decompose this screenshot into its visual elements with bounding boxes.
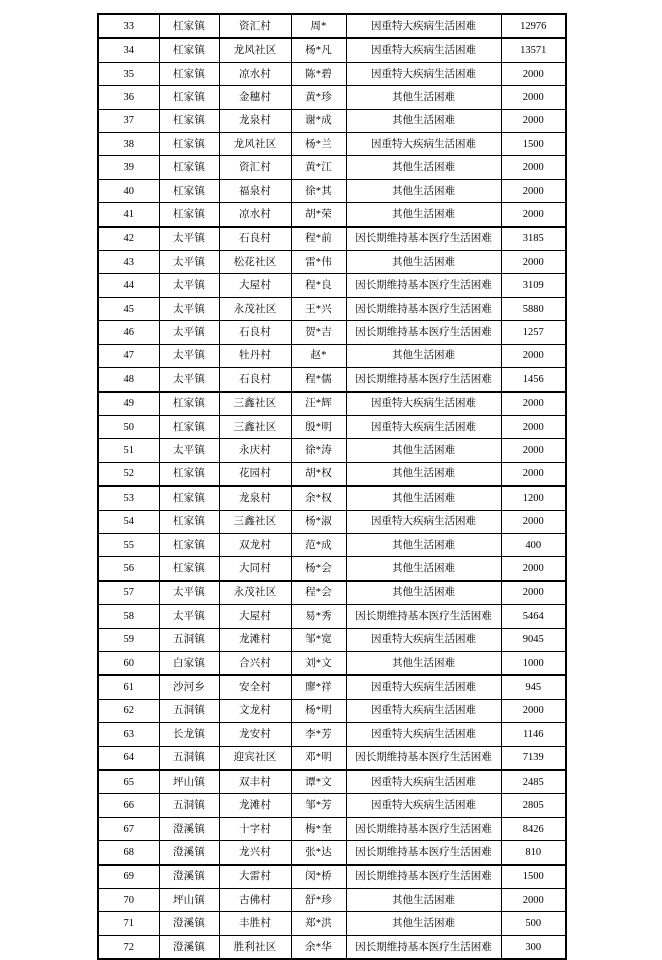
cell-village[interactable]: 龙兴村	[219, 841, 291, 865]
cell-sequence[interactable]: 52	[98, 462, 159, 486]
cell-amount[interactable]: 2000	[501, 251, 566, 274]
cell-amount[interactable]: 1146	[501, 723, 566, 746]
cell-sequence[interactable]: 51	[98, 439, 159, 462]
cell-village[interactable]: 大雷村	[219, 865, 291, 889]
cell-town[interactable]: 杠家镇	[159, 203, 219, 227]
cell-sequence[interactable]: 40	[98, 179, 159, 202]
cell-town[interactable]: 杠家镇	[159, 486, 219, 510]
table-row[interactable]	[98, 227, 566, 251]
cell-name[interactable]: 杨*兰	[291, 133, 346, 156]
cell-town[interactable]: 坪山镇	[159, 770, 219, 794]
table-row[interactable]	[98, 889, 566, 912]
cell-amount[interactable]: 12976	[501, 14, 566, 38]
cell-amount[interactable]: 945	[501, 675, 566, 699]
cell-name[interactable]: 杨*凡	[291, 38, 346, 62]
cell-reason[interactable]: 其他生活困难	[346, 651, 501, 675]
cell-village[interactable]: 十字村	[219, 817, 291, 840]
cell-reason[interactable]: 因重特大疾病生活困难	[346, 38, 501, 62]
cell-town[interactable]: 太平镇	[159, 368, 219, 392]
cell-reason[interactable]: 因重特大疾病生活困难	[346, 723, 501, 746]
cell-reason[interactable]: 因长期维持基本医疗生活困难	[346, 605, 501, 628]
cell-town[interactable]: 五洞镇	[159, 794, 219, 817]
cell-village[interactable]: 资汇村	[219, 14, 291, 38]
cell-amount[interactable]: 2000	[501, 156, 566, 179]
cell-reason[interactable]: 因长期维持基本医疗生活困难	[346, 297, 501, 320]
cell-amount[interactable]: 13571	[501, 38, 566, 62]
cell-sequence[interactable]: 63	[98, 723, 159, 746]
table-row[interactable]	[98, 38, 566, 62]
cell-town[interactable]: 五洞镇	[159, 699, 219, 722]
cell-town[interactable]: 杠家镇	[159, 156, 219, 179]
cell-town[interactable]: 太平镇	[159, 274, 219, 297]
table-row[interactable]	[98, 62, 566, 85]
recipient-table	[97, 13, 567, 960]
cell-amount[interactable]: 2000	[501, 344, 566, 367]
cell-town[interactable]: 太平镇	[159, 251, 219, 274]
cell-reason[interactable]: 因重特大疾病生活困难	[346, 510, 501, 533]
cell-amount[interactable]: 2000	[501, 889, 566, 912]
cell-village[interactable]: 资汇村	[219, 156, 291, 179]
cell-village[interactable]: 石良村	[219, 227, 291, 251]
cell-name[interactable]: 胡*荣	[291, 203, 346, 227]
cell-town[interactable]: 太平镇	[159, 581, 219, 605]
cell-name[interactable]: 谢*成	[291, 109, 346, 132]
cell-amount[interactable]: 1456	[501, 368, 566, 392]
cell-sequence[interactable]: 33	[98, 14, 159, 38]
cell-town[interactable]: 太平镇	[159, 321, 219, 344]
cell-reason[interactable]: 其他生活困难	[346, 86, 501, 109]
cell-reason[interactable]: 其他生活困难	[346, 344, 501, 367]
cell-amount[interactable]: 1200	[501, 486, 566, 510]
cell-town[interactable]: 澄溪镇	[159, 817, 219, 840]
cell-amount[interactable]: 2000	[501, 179, 566, 202]
table-row[interactable]	[98, 415, 566, 438]
cell-town[interactable]: 太平镇	[159, 439, 219, 462]
cell-name[interactable]: 陈*碧	[291, 62, 346, 85]
table-row[interactable]	[98, 865, 566, 889]
table-row[interactable]	[98, 462, 566, 486]
cell-town[interactable]: 五洞镇	[159, 746, 219, 770]
table-row[interactable]	[98, 156, 566, 179]
cell-sequence[interactable]: 71	[98, 912, 159, 935]
cell-amount[interactable]: 2000	[501, 462, 566, 486]
cell-town[interactable]: 杠家镇	[159, 109, 219, 132]
cell-reason[interactable]: 因长期维持基本医疗生活困难	[346, 746, 501, 770]
cell-reason[interactable]: 因重特大疾病生活困难	[346, 392, 501, 416]
cell-name[interactable]: 黄*珍	[291, 86, 346, 109]
table-row[interactable]	[98, 251, 566, 274]
cell-village[interactable]: 迎宾社区	[219, 746, 291, 770]
cell-name[interactable]: 谭*文	[291, 770, 346, 794]
cell-reason[interactable]: 其他生活困难	[346, 109, 501, 132]
table-row[interactable]	[98, 439, 566, 462]
cell-reason[interactable]: 因长期维持基本医疗生活困难	[346, 865, 501, 889]
cell-reason[interactable]: 因长期维持基本医疗生活困难	[346, 935, 501, 959]
cell-name[interactable]: 杨*会	[291, 557, 346, 581]
cell-sequence[interactable]: 38	[98, 133, 159, 156]
cell-amount[interactable]: 810	[501, 841, 566, 865]
cell-name[interactable]: 程*儒	[291, 368, 346, 392]
cell-name[interactable]: 程*会	[291, 581, 346, 605]
cell-sequence[interactable]: 56	[98, 557, 159, 581]
spreadsheet-sheet	[97, 13, 565, 960]
table-row[interactable]	[98, 133, 566, 156]
table-row[interactable]	[98, 817, 566, 840]
table-row[interactable]	[98, 723, 566, 746]
cell-town[interactable]: 杠家镇	[159, 510, 219, 533]
table-row[interactable]	[98, 770, 566, 794]
cell-name[interactable]: 雷*伟	[291, 251, 346, 274]
cell-name[interactable]: 刘*文	[291, 651, 346, 675]
cell-reason[interactable]: 因重特大疾病生活困难	[346, 699, 501, 722]
table-row[interactable]	[98, 344, 566, 367]
table-row[interactable]	[98, 581, 566, 605]
cell-name[interactable]: 徐*涛	[291, 439, 346, 462]
cell-sequence[interactable]: 66	[98, 794, 159, 817]
table-row[interactable]	[98, 699, 566, 722]
cell-name[interactable]: 殷*明	[291, 415, 346, 438]
cell-reason[interactable]: 因长期维持基本医疗生活困难	[346, 368, 501, 392]
cell-name[interactable]: 舒*珍	[291, 889, 346, 912]
cell-name[interactable]: 赵*	[291, 344, 346, 367]
cell-village[interactable]: 大同村	[219, 557, 291, 581]
cell-town[interactable]: 太平镇	[159, 605, 219, 628]
cell-name[interactable]: 易*秀	[291, 605, 346, 628]
cell-amount[interactable]: 1500	[501, 133, 566, 156]
cell-village[interactable]: 福泉村	[219, 179, 291, 202]
cell-amount[interactable]: 5880	[501, 297, 566, 320]
cell-village[interactable]: 石良村	[219, 368, 291, 392]
cell-village[interactable]: 龙安村	[219, 723, 291, 746]
cell-sequence[interactable]: 69	[98, 865, 159, 889]
cell-town[interactable]: 太平镇	[159, 297, 219, 320]
cell-town[interactable]: 五洞镇	[159, 628, 219, 651]
cell-reason[interactable]: 其他生活困难	[346, 889, 501, 912]
table-row[interactable]	[98, 510, 566, 533]
cell-village[interactable]: 龙泉村	[219, 486, 291, 510]
cell-town[interactable]: 杠家镇	[159, 557, 219, 581]
cell-amount[interactable]: 2000	[501, 392, 566, 416]
cell-reason[interactable]: 其他生活困难	[346, 533, 501, 556]
cell-town[interactable]: 长龙镇	[159, 723, 219, 746]
cell-amount[interactable]: 1500	[501, 865, 566, 889]
cell-amount[interactable]: 2000	[501, 203, 566, 227]
cell-sequence[interactable]: 65	[98, 770, 159, 794]
cell-reason[interactable]: 其他生活困难	[346, 439, 501, 462]
cell-name[interactable]: 贺*吉	[291, 321, 346, 344]
cell-reason[interactable]: 其他生活困难	[346, 179, 501, 202]
cell-village[interactable]: 双龙村	[219, 533, 291, 556]
cell-sequence[interactable]: 35	[98, 62, 159, 85]
table-row[interactable]	[98, 746, 566, 770]
cell-name[interactable]: 汪*辉	[291, 392, 346, 416]
cell-reason[interactable]: 其他生活困难	[346, 462, 501, 486]
cell-town[interactable]: 杠家镇	[159, 179, 219, 202]
cell-reason[interactable]: 因重特大疾病生活困难	[346, 415, 501, 438]
cell-village[interactable]: 大屋村	[219, 605, 291, 628]
table-row[interactable]	[98, 321, 566, 344]
cell-amount[interactable]: 2000	[501, 581, 566, 605]
cell-name[interactable]: 邓*明	[291, 746, 346, 770]
table-row[interactable]	[98, 203, 566, 227]
cell-sequence[interactable]: 43	[98, 251, 159, 274]
cell-sequence[interactable]: 61	[98, 675, 159, 699]
table-row[interactable]	[98, 557, 566, 581]
cell-town[interactable]: 杠家镇	[159, 86, 219, 109]
cell-reason[interactable]: 其他生活困难	[346, 581, 501, 605]
cell-amount[interactable]: 2000	[501, 415, 566, 438]
cell-name[interactable]: 余*华	[291, 935, 346, 959]
cell-sequence[interactable]: 54	[98, 510, 159, 533]
cell-village[interactable]: 安全村	[219, 675, 291, 699]
cell-town[interactable]: 澄溪镇	[159, 935, 219, 959]
cell-sequence[interactable]: 45	[98, 297, 159, 320]
cell-town[interactable]: 杠家镇	[159, 14, 219, 38]
table-row[interactable]	[98, 675, 566, 699]
cell-reason[interactable]: 因重特大疾病生活困难	[346, 794, 501, 817]
cell-sequence[interactable]: 59	[98, 628, 159, 651]
cell-amount[interactable]: 1000	[501, 651, 566, 675]
cell-sequence[interactable]: 57	[98, 581, 159, 605]
cell-name[interactable]: 梅*奎	[291, 817, 346, 840]
cell-name[interactable]: 程*前	[291, 227, 346, 251]
cell-amount[interactable]: 2000	[501, 557, 566, 581]
cell-reason[interactable]: 因长期维持基本医疗生活困难	[346, 227, 501, 251]
cell-name[interactable]: 胡*权	[291, 462, 346, 486]
table-row[interactable]	[98, 533, 566, 556]
cell-reason[interactable]: 其他生活困难	[346, 156, 501, 179]
cell-sequence[interactable]: 44	[98, 274, 159, 297]
cell-village[interactable]: 龙滩村	[219, 628, 291, 651]
cell-amount[interactable]: 2805	[501, 794, 566, 817]
cell-sequence[interactable]: 36	[98, 86, 159, 109]
cell-amount[interactable]: 2000	[501, 86, 566, 109]
cell-amount[interactable]: 8426	[501, 817, 566, 840]
cell-village[interactable]: 古佛村	[219, 889, 291, 912]
cell-reason[interactable]: 因重特大疾病生活困难	[346, 675, 501, 699]
cell-village[interactable]: 永茂社区	[219, 581, 291, 605]
table-row[interactable]	[98, 486, 566, 510]
cell-village[interactable]: 龙滩村	[219, 794, 291, 817]
cell-amount[interactable]: 1257	[501, 321, 566, 344]
cell-village[interactable]: 龙泉村	[219, 109, 291, 132]
cell-name[interactable]: 邹*芳	[291, 794, 346, 817]
cell-town[interactable]: 澄溪镇	[159, 865, 219, 889]
cell-town[interactable]: 杠家镇	[159, 462, 219, 486]
cell-village[interactable]: 大屋村	[219, 274, 291, 297]
cell-amount[interactable]: 3109	[501, 274, 566, 297]
table-row[interactable]	[98, 109, 566, 132]
cell-name[interactable]: 周*	[291, 14, 346, 38]
cell-village[interactable]: 三鑫社区	[219, 392, 291, 416]
cell-village[interactable]: 丰胜村	[219, 912, 291, 935]
cell-sequence[interactable]: 46	[98, 321, 159, 344]
table-row[interactable]	[98, 86, 566, 109]
cell-name[interactable]: 徐*其	[291, 179, 346, 202]
cell-village[interactable]: 合兴村	[219, 651, 291, 675]
table-row[interactable]	[98, 935, 566, 959]
cell-reason[interactable]: 其他生活困难	[346, 557, 501, 581]
cell-town[interactable]: 澄溪镇	[159, 841, 219, 865]
cell-village[interactable]: 文龙村	[219, 699, 291, 722]
cell-sequence[interactable]: 58	[98, 605, 159, 628]
cell-amount[interactable]: 400	[501, 533, 566, 556]
cell-reason[interactable]: 其他生活困难	[346, 486, 501, 510]
table-row[interactable]	[98, 628, 566, 651]
cell-sequence[interactable]: 42	[98, 227, 159, 251]
cell-village[interactable]: 永庆村	[219, 439, 291, 462]
table-row[interactable]	[98, 794, 566, 817]
cell-village[interactable]: 三鑫社区	[219, 415, 291, 438]
cell-village[interactable]: 龙风社区	[219, 38, 291, 62]
cell-reason[interactable]: 其他生活困难	[346, 251, 501, 274]
cell-name[interactable]: 张*达	[291, 841, 346, 865]
cell-town[interactable]: 杠家镇	[159, 533, 219, 556]
cell-amount[interactable]: 3185	[501, 227, 566, 251]
cell-name[interactable]: 杨*淑	[291, 510, 346, 533]
cell-village[interactable]: 三鑫社区	[219, 510, 291, 533]
cell-village[interactable]: 花园村	[219, 462, 291, 486]
cell-amount[interactable]: 2000	[501, 699, 566, 722]
cell-amount[interactable]: 2000	[501, 62, 566, 85]
table-row[interactable]	[98, 179, 566, 202]
cell-town[interactable]: 太平镇	[159, 227, 219, 251]
cell-reason[interactable]: 因重特大疾病生活困难	[346, 628, 501, 651]
cell-amount[interactable]: 2000	[501, 439, 566, 462]
table-row[interactable]	[98, 841, 566, 865]
cell-reason[interactable]: 因长期维持基本医疗生活困难	[346, 841, 501, 865]
cell-name[interactable]: 廖*祥	[291, 675, 346, 699]
cell-sequence[interactable]: 68	[98, 841, 159, 865]
cell-amount[interactable]: 2000	[501, 510, 566, 533]
cell-sequence[interactable]: 55	[98, 533, 159, 556]
cell-amount[interactable]: 5464	[501, 605, 566, 628]
cell-sequence[interactable]: 62	[98, 699, 159, 722]
cell-town[interactable]: 杠家镇	[159, 38, 219, 62]
cell-name[interactable]: 郑*洪	[291, 912, 346, 935]
cell-amount[interactable]: 2485	[501, 770, 566, 794]
cell-reason[interactable]: 因重特大疾病生活困难	[346, 62, 501, 85]
table-row[interactable]	[98, 912, 566, 935]
cell-sequence[interactable]: 37	[98, 109, 159, 132]
cell-amount[interactable]: 7139	[501, 746, 566, 770]
cell-reason[interactable]: 因长期维持基本医疗生活困难	[346, 321, 501, 344]
cell-reason[interactable]: 因长期维持基本医疗生活困难	[346, 817, 501, 840]
cell-village[interactable]: 石良村	[219, 321, 291, 344]
cell-amount[interactable]: 300	[501, 935, 566, 959]
cell-amount[interactable]: 2000	[501, 109, 566, 132]
cell-reason[interactable]: 因长期维持基本医疗生活困难	[346, 274, 501, 297]
cell-sequence[interactable]: 39	[98, 156, 159, 179]
cell-sequence[interactable]: 60	[98, 651, 159, 675]
cell-name[interactable]: 程*良	[291, 274, 346, 297]
cell-sequence[interactable]: 67	[98, 817, 159, 840]
cell-town[interactable]: 白家镇	[159, 651, 219, 675]
cell-town[interactable]: 沙河乡	[159, 675, 219, 699]
cell-reason[interactable]: 其他生活困难	[346, 203, 501, 227]
cell-village[interactable]: 松花社区	[219, 251, 291, 274]
cell-sequence[interactable]: 48	[98, 368, 159, 392]
cell-sequence[interactable]: 50	[98, 415, 159, 438]
cell-amount[interactable]: 500	[501, 912, 566, 935]
cell-town[interactable]: 杠家镇	[159, 62, 219, 85]
cell-village[interactable]: 牡丹村	[219, 344, 291, 367]
cell-sequence[interactable]: 53	[98, 486, 159, 510]
cell-name[interactable]: 李*芳	[291, 723, 346, 746]
cell-town[interactable]: 杠家镇	[159, 392, 219, 416]
table-row[interactable]	[98, 651, 566, 675]
cell-village[interactable]: 永茂社区	[219, 297, 291, 320]
table-body	[98, 14, 566, 959]
cell-sequence[interactable]: 72	[98, 935, 159, 959]
table-row[interactable]	[98, 368, 566, 392]
cell-sequence[interactable]: 64	[98, 746, 159, 770]
cell-village[interactable]: 双丰村	[219, 770, 291, 794]
cell-name[interactable]: 王*兴	[291, 297, 346, 320]
cell-name[interactable]: 邹*宽	[291, 628, 346, 651]
cell-village[interactable]: 龙风社区	[219, 133, 291, 156]
table-row[interactable]	[98, 14, 566, 38]
cell-amount[interactable]: 9045	[501, 628, 566, 651]
cell-reason[interactable]: 因重特大疾病生活困难	[346, 770, 501, 794]
cell-village[interactable]: 凉水村	[219, 203, 291, 227]
cell-town[interactable]: 坪山镇	[159, 889, 219, 912]
cell-name[interactable]: 范*成	[291, 533, 346, 556]
cell-town[interactable]: 杠家镇	[159, 415, 219, 438]
cell-sequence[interactable]: 47	[98, 344, 159, 367]
cell-reason[interactable]: 因重特大疾病生活困难	[346, 14, 501, 38]
cell-village[interactable]: 凉水村	[219, 62, 291, 85]
cell-reason[interactable]: 其他生活困难	[346, 912, 501, 935]
table-row[interactable]	[98, 297, 566, 320]
cell-name[interactable]: 余*权	[291, 486, 346, 510]
cell-town[interactable]: 太平镇	[159, 344, 219, 367]
cell-name[interactable]: 闵*桥	[291, 865, 346, 889]
cell-name[interactable]: 黄*江	[291, 156, 346, 179]
cell-sequence[interactable]: 41	[98, 203, 159, 227]
cell-name[interactable]: 杨*明	[291, 699, 346, 722]
cell-town[interactable]: 杠家镇	[159, 133, 219, 156]
table-row[interactable]	[98, 392, 566, 416]
cell-sequence[interactable]: 34	[98, 38, 159, 62]
cell-sequence[interactable]: 70	[98, 889, 159, 912]
cell-village[interactable]: 金穗村	[219, 86, 291, 109]
table-row[interactable]	[98, 274, 566, 297]
cell-sequence[interactable]: 49	[98, 392, 159, 416]
table-row[interactable]	[98, 605, 566, 628]
cell-town[interactable]: 澄溪镇	[159, 912, 219, 935]
cell-reason[interactable]: 因重特大疾病生活困难	[346, 133, 501, 156]
cell-village[interactable]: 胜利社区	[219, 935, 291, 959]
